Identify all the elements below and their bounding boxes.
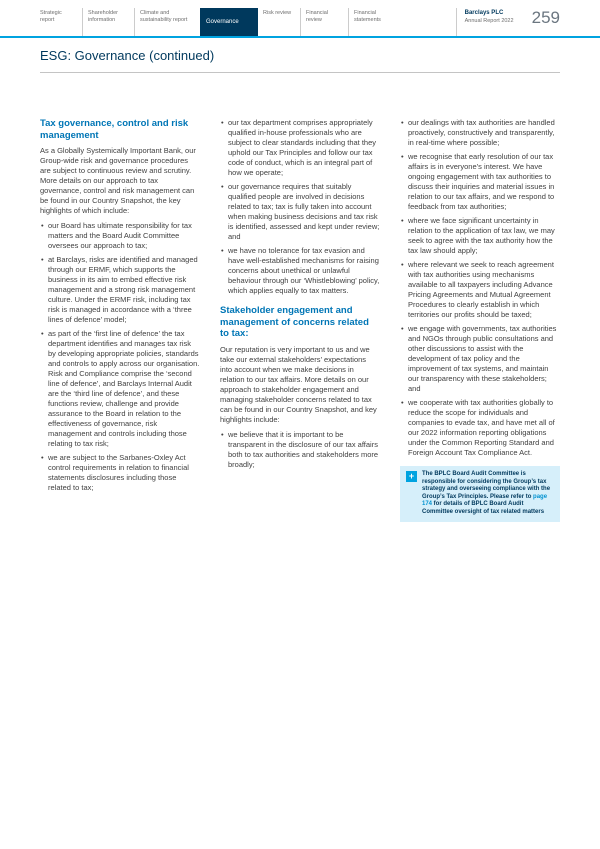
info-callout-box	[400, 466, 560, 522]
info-callout-text	[422, 471, 554, 516]
tab-financial-review[interactable]	[300, 8, 348, 36]
bullet-item: • we have no tolerance for tax evasion and have well-established mechanisms for raising concerns about unethical or unlawful behaviour through our ‘Whistleblowing’ policy, which applies equally to tax matters.	[220, 246, 380, 296]
bullet-list	[220, 118, 380, 296]
bullet-item: • we recognise that early resolution of our tax affairs is in everyone’s interest. We have ongoing engagement with tax authorities to discuss their inquiries and material issues in relation to our tax affairs, and we respond to feedback from tax authorities;	[400, 152, 560, 212]
bullet-item: • we are subject to the Sarbanes-Oxley Act control requirements in relation to financial statements disclosures including those related to tax;	[40, 453, 200, 493]
bullet-list	[400, 118, 560, 458]
tab-label: Shareholder information	[88, 10, 118, 23]
tab-label: Climate and sustainability report	[140, 10, 188, 23]
bullet-item: • our governance requires that suitably qualified people are involved in decisions related to tax; tax is fully taken into account when making business decisions and tax risk is identified, assessed and kept under review; and	[220, 182, 380, 242]
section-heading-tax-governance: Tax governance, control and risk management	[40, 118, 189, 141]
bullet-item: • our tax department comprises appropriately qualified in-house professionals who are subject to clear standards including that they uphold our Tax Principles and follow our tax code of conduct, which is an integral part of how we operate;	[220, 118, 380, 178]
page-content	[0, 73, 600, 522]
bullet-item: • we cooperate with tax authorities globally to reduce the scope for individuals and companies to evade tax, and have met all of our 2022 information reporting obligations under the Common Reporting Standard and Foreign Account Tax Compliance Act.	[400, 398, 560, 458]
bullet-item: • where relevant we seek to reach agreement with tax authorities using mechanisms available to all taxpayers including Advance Pricing Agreements and Mutual Agreement Procedures to clearly establish in which territories our profits should be taxed;	[400, 260, 560, 320]
bullet-item: • our Board has ultimate responsibility for tax matters and the Board Audit Committee oversees our approach to tax;	[40, 221, 200, 251]
tab-governance-active[interactable]	[200, 8, 258, 36]
bullet-item: • at Barclays, risks are identified and managed through our ERMF, which supports the business in its aim to embed effective risk management and a strong risk management culture. Under the ERMF risk, including tax risk is managed in accordance with a ‘three lines of defence’ model;	[40, 255, 200, 325]
bullet-item: • our dealings with tax authorities are handled proactively, constructively and transparently, in real-time where possible;	[400, 118, 560, 148]
column-2	[220, 118, 380, 522]
bullet-item: • we believe that it is important to be transparent in the disclosure of our tax affairs both to tax authorities and stakeholders more broadly;	[220, 430, 380, 470]
page-header	[0, 0, 600, 36]
section-tabs	[40, 8, 402, 36]
column-3	[400, 118, 560, 522]
tab-label: Governance	[206, 18, 239, 25]
bullet-item: • where we face significant uncertainty in relation to the application of tax law, we may seek to agree with the tax authority how the tax law should apply;	[400, 216, 560, 256]
bullet-list	[40, 221, 200, 493]
info-text-after: for details of BPLC Board Audit Committee oversight of tax related matters	[422, 501, 545, 515]
page-number: 259	[531, 8, 560, 27]
tab-label: Financial statements	[354, 10, 381, 23]
bullet-item: • as part of the ‘first line of defence’ the tax department identifies and manages tax risk by developing appropriate policies, standards and controls to apply across our organisation. Risk and Compliance comprise the ‘second line of defence’, and Barclays Internal Audit are the ‘third line of defence’, and these functions review, challenge and provide assurance to the Board in relation to the effectiveness of governance, risk management and controls including those relating to tax risk;	[40, 329, 200, 449]
brand-name: Barclays PLC	[464, 10, 504, 16]
column-1	[40, 118, 200, 522]
tab-strategic-report[interactable]	[40, 8, 82, 36]
intro-paragraph: Our reputation is very important to us and we take our external stakeholders’ expectations into account when we make decisions in relation to our tax affairs. More details on our approach to stakeholder engagement and managing stakeholder concerns related to tax can be found in our Country Snapshot, and key highlights include:	[220, 344, 377, 424]
brand-block	[456, 8, 522, 36]
brand-report-year: Annual Report 2022	[464, 17, 514, 24]
page-174-link[interactable]: page 174	[422, 493, 548, 507]
section-heading-stakeholder-engagement: Stakeholder engagement and management of concerns related to tax:	[220, 305, 369, 339]
tab-label: Strategic report	[40, 10, 62, 23]
tab-shareholder-information[interactable]	[82, 8, 134, 36]
plus-icon: +	[406, 471, 417, 482]
page-title: ESG: Governance (continued)	[40, 48, 215, 63]
bullet-item: • we engage with governments, tax authorities and NGOs through public consultations and other discussions to assist with the development of tax policy and the improvement of tax systems, and maintain our transparency with these stakeholders; and	[400, 324, 560, 394]
intro-paragraph: As a Globally Systemically Important Bank, our Group-wide risk and governance procedures are subject to continuous review and scrutiny. More details on our approach to tax governance, control and risk management can be found in our Country Snapshot, the key highlights of which include:	[40, 146, 196, 215]
info-text-before: The BPLC Board Audit Committee is responsible for considering the Group’s tax strategy and overseeing compliance with the Group’s Tax Principles. Please refer to	[422, 471, 551, 500]
title-block	[0, 38, 600, 73]
bullet-list	[220, 430, 380, 470]
tab-label: Risk review	[263, 10, 292, 16]
tab-financial-statements[interactable]	[348, 8, 402, 36]
tab-risk-review[interactable]	[258, 8, 300, 36]
tab-climate-sustainability-report[interactable]	[134, 8, 200, 36]
tab-label: Financial review	[306, 10, 329, 23]
